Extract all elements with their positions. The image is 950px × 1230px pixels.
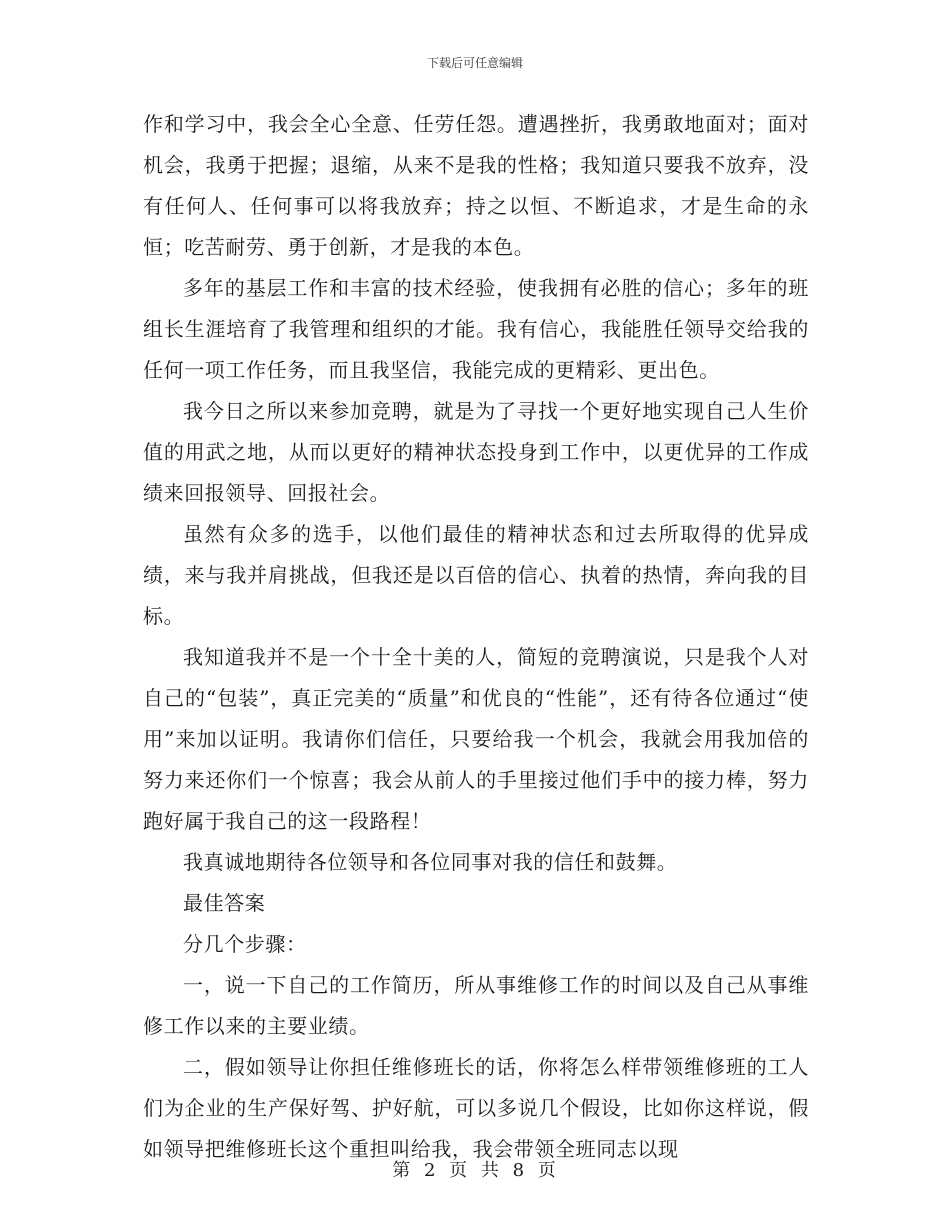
document-body <box>143 104 809 1170</box>
paragraph: 作和学习中，我会全心全意、任劳任怨。遭遇挫折，我勇敢地面对；面对机会，我勇于把握；退缩，从来不是我的性格；我知道只要我不放弃，没有任何人、任何事可以将我放弃；持之以恒、不断追求，才是生命的永恒；吃苦耐劳、勇于创新，才是我的本色。 <box>143 112 809 259</box>
section-heading: 最佳答案 <box>183 891 266 915</box>
paragraph: 虽然有众多的选手，以他们最佳的精神状态和过去所取得的优异成绩，来与我并肩挑战，但我还是以百倍的信心、执着的热情，奔向我的目标。 <box>143 522 809 628</box>
paragraph: 多年的基层工作和丰富的技术经验，使我拥有必胜的信心；多年的班组长生涯培育了我管理和组织的才能。我有信心，我能胜任领导交给我的任何一项工作任务，而且我坚信，我能完成的更精彩、更出色。 <box>143 276 809 382</box>
paragraph: 我知道我并不是一个十全十美的人，简短的竞聘演说，只是我个人对自己的“包装”，真正完美的“质量”和优良的“性能”，还有待各位通过“使用”来加以证明。我请你们信任，只要给我一个机会，我就会用我加倍的努力来还你们一个惊喜；我会从前人的手里接过他们手中的接力棒，努力跑好属于我自己的这一段路程！ <box>143 645 809 833</box>
paragraph: 我真诚地期待各位领导和各位同事对我的信任和鼓舞。 <box>183 850 678 874</box>
page-number: 第 2 页 共 8 页 <box>392 1160 558 1181</box>
paragraph: 一，说一下自己的工作简历，所从事维修工作的时间以及自己从事维修工作以来的主要业绩。 <box>143 973 809 1038</box>
paragraph: 二，假如领导让你担任维修班长的话，你将怎么样带领维修班的工人们为企业的生产保好驾、护好航，可以多说几个假设，比如你这样说，假如领导把维修班长这个重担叫给我，我会带领全班同志以现 <box>143 1055 809 1161</box>
paragraph: 分几个步骤： <box>183 932 307 956</box>
page-header: 下载后可任意编辑 <box>426 56 523 70</box>
paragraph: 我今日之所以来参加竞聘，就是为了寻找一个更好地实现自己人生价值的用武之地，从而以更好的精神状态投身到工作中，以更优异的工作成绩来回报领导、回报社会。 <box>143 399 809 505</box>
